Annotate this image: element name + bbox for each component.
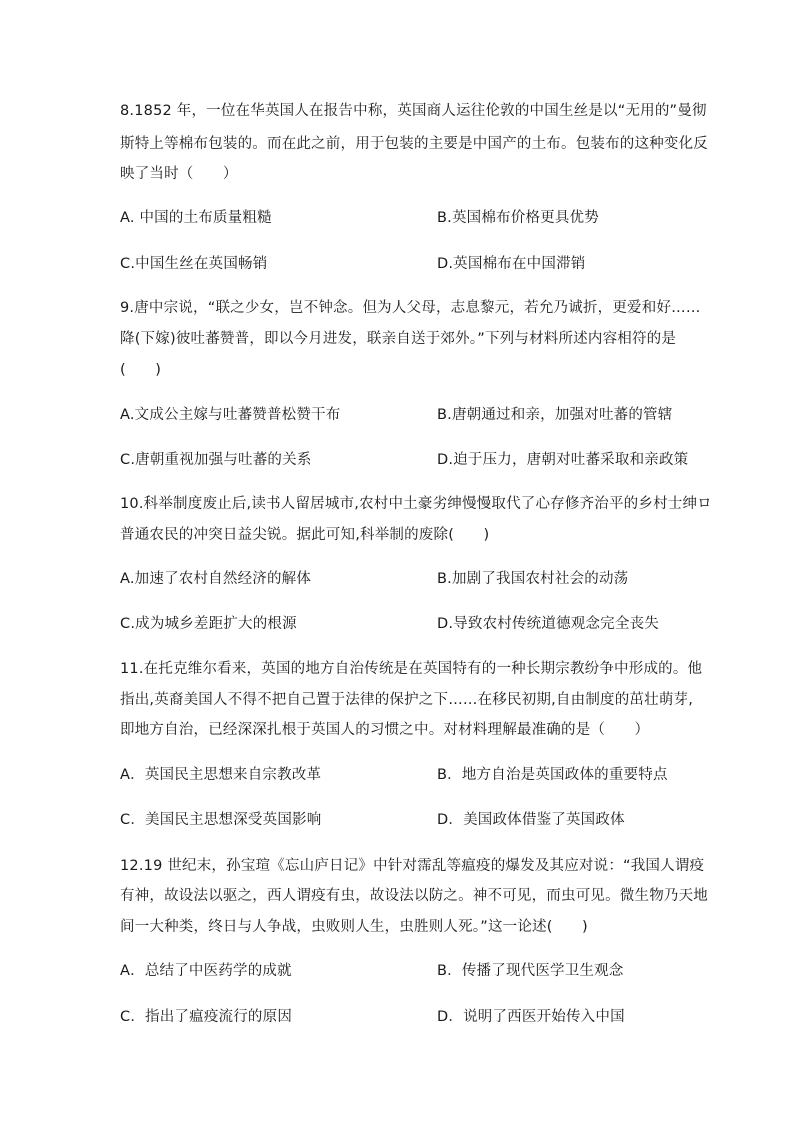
question-9-option-d: D.迫于压力，唐朝对吐蕃采取和亲政策 xyxy=(437,452,689,468)
question-8-line-3: 映了当时（ ） xyxy=(120,166,238,182)
question-11-option-d: D．美国政体借鉴了英国政体 xyxy=(437,812,625,828)
question-11-option-c: C．美国民主思想深受英国影响 xyxy=(120,812,322,828)
question-9-option-b: B.唐朝通过和亲，加强对吐蕃的管辖 xyxy=(437,407,673,423)
question-11-line-1: 11.在托克维尔看来，英国的地方自治传统是在英国特有的一种长期宗教纷争中形成的。他 xyxy=(120,661,703,677)
question-10-option-b: B.加剧了我国农村社会的动荡 xyxy=(437,571,629,587)
question-9-line-1: 9.唐中宗说，“联之少女，岂不钟念。但为人父母，志息黎元，若允乃诚折，更爱和好…… xyxy=(120,300,701,316)
question-11-line-3: 即地方自治，已经深深扎根于英国人的习惯之中。对材料理解最准确的是（ ） xyxy=(120,722,650,738)
question-11-line-2: 指出,英裔美国人不得不把自己置于法律的保护之下……在移民初期,自由制度的茁壮萌芽, xyxy=(120,692,694,708)
question-8-option-b: B.英国棉布价格更具优势 xyxy=(437,210,599,226)
question-9-line-2: 降(下嫁)彼吐蕃赞普，即以今月进发，联亲自送于郊外。”下列与材料所述内容相符的是 xyxy=(120,331,677,347)
question-8-line-2: 斯特上等棉布包装的。而在此之前，用于包装的主要是中国产的土布。包装布的这种变化反 xyxy=(120,136,708,152)
question-8-option-c: C.中国生丝在英国畅销 xyxy=(120,256,268,272)
question-10-line-1: 10.科举制度废止后,读书人留居城市,农村中土豪劣绅慢慢取代了心存修齐治平的乡村士绅ロ xyxy=(120,496,712,512)
question-10-option-c: C.成为城乡差距扩大的根源 xyxy=(120,616,297,632)
question-12-line-3: 间一大种类，终日与人争战，虫败则人生，虫胜则人死。”这一论述( ) xyxy=(120,919,588,935)
question-12-option-d: D．说明了西医开始传入中国 xyxy=(437,1009,625,1025)
question-10-option-d: D.导致农村传统道德观念完全丧失 xyxy=(437,616,659,632)
question-8-option-d: D.英国棉布在中国滞销 xyxy=(437,256,586,272)
question-9-option-a: A.文成公主嫁与吐蕃赞普松赞干布 xyxy=(120,407,341,423)
question-11-option-b: B．地方自治是英国政体的重要特点 xyxy=(437,767,668,783)
question-12-option-c: C．指出了瘟疫流行的原因 xyxy=(120,1009,293,1025)
question-10-line-2: 普通农民的冲突日益尖锐。据此可知,科举制的废除( ) xyxy=(120,527,490,543)
question-9-option-c: C.唐朝重视加强与吐蕃的关系 xyxy=(120,452,312,468)
question-8-option-a: A. 中国的土布质量粗糙 xyxy=(120,210,272,226)
question-11-option-a: A．英国民主思想来自宗教改革 xyxy=(120,767,322,783)
question-12-line-1: 12.19 世纪末，孙宝瑄《忘山庐日记》中针对霈乱等瘟疫的爆发及其应对说：“我国人谓疫 xyxy=(120,858,705,874)
question-12-line-2: 有神，故设法以驱之，西人谓疫有虫，故设法以防之。神不可见，而虫可见。微生物乃天地 xyxy=(120,888,708,904)
question-10-option-a: A.加速了农村自然经济的解体 xyxy=(120,571,312,587)
question-8-line-1: 8.1852 年，一位在华英国人在报告中称，英国商人运往伦敦的中国生丝是以“无用的”曼彻 xyxy=(120,103,707,119)
question-12-option-b: B．传播了现代医学卫生观念 xyxy=(437,963,624,979)
question-9-line-3: ( ) xyxy=(120,362,162,378)
question-12-option-a: A．总结了中医药学的成就 xyxy=(120,963,292,979)
